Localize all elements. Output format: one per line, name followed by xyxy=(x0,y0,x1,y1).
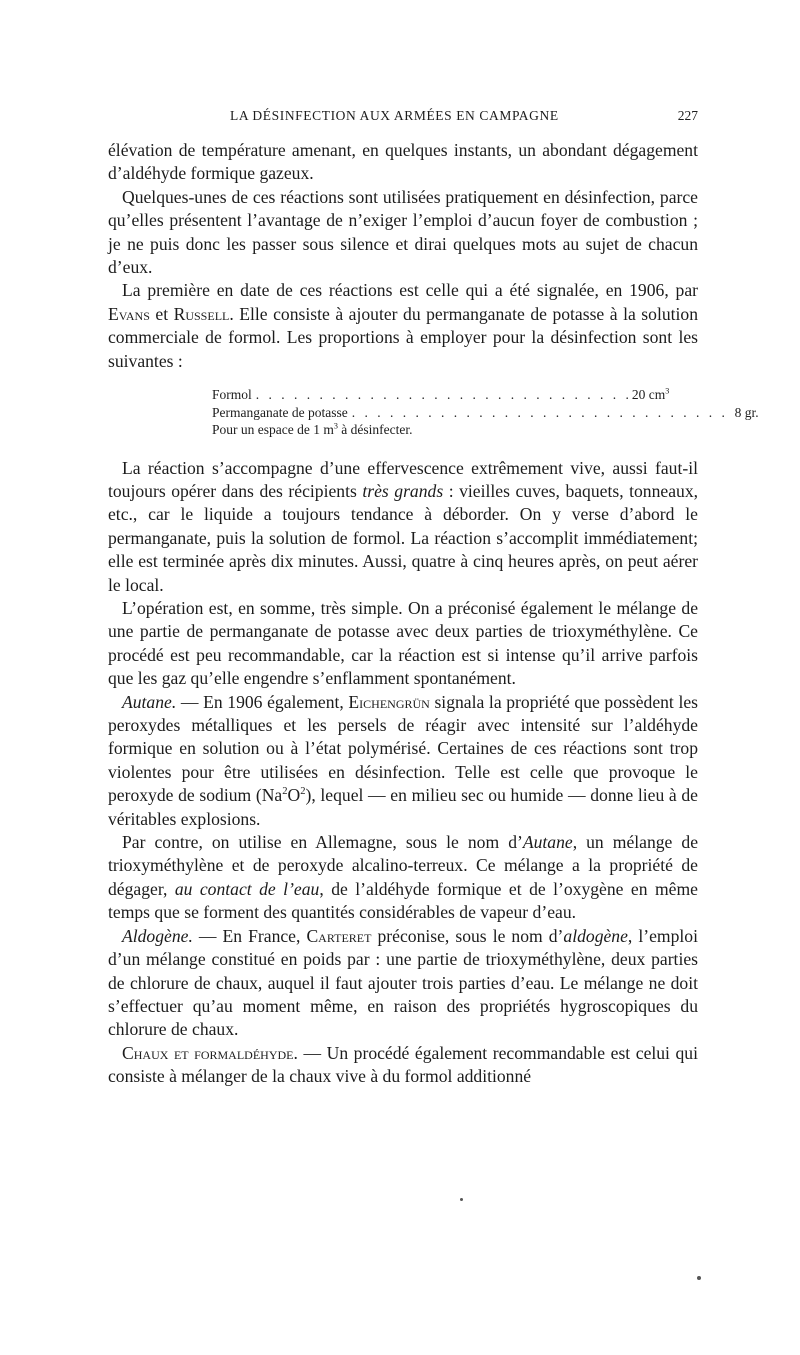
leader-dots: . . . . . . . . . . . . . . . . . . . . . . . . . . . . . . xyxy=(351,404,728,420)
text-run: préconise, sous le nom d’ xyxy=(371,925,564,946)
page-number: 227 xyxy=(677,108,698,123)
text-run: élévation de température amenant, en quelques instants, un abondant dégagement d’aldéhyde formique gazeux. xyxy=(108,140,698,184)
text-run: 2 xyxy=(282,786,288,798)
formula-block xyxy=(212,386,759,439)
running-head-title: LA DÉSINFECTION AUX ARMÉES EN CAMPAGNE xyxy=(230,108,559,123)
text-run: Quelques-unes de ces réactions sont utilisées pratiquement en désinfection, parce qu’elles présentent l’avantage de n’exiger l’emploi d’aucun foyer de combustion ; je ne puis donc les passer sous silence et dirai quelques mots au sujet de chacun d’eux. xyxy=(108,186,698,278)
italic-run: au contact de l’eau xyxy=(174,878,320,899)
body-text xyxy=(108,139,759,1089)
paragraph xyxy=(108,925,698,1042)
italic-run: très grands xyxy=(362,480,444,501)
italic-run: Aldogène. xyxy=(122,925,193,946)
text-run: — Un procédé également recommandable est celui qui consiste à mélanger de la chaux vive à du formol additionné xyxy=(108,1042,698,1087)
italic-run: aldogène xyxy=(563,925,628,946)
small-caps-run: Carteret xyxy=(306,925,372,946)
text-run: , de l’aldéhyde formique et de l’oxygène en même temps que se forment des quantités considérables de vapeur d’eau. xyxy=(108,878,698,923)
formula-label: Permanganate de potasse xyxy=(212,404,348,420)
paragraph xyxy=(108,457,698,597)
formula-value: 8 gr. xyxy=(734,404,759,420)
formula-row xyxy=(212,404,759,422)
text-run: O xyxy=(287,785,301,806)
print-speck xyxy=(697,1276,701,1280)
text-run: , l’emploi d’un mélange constitué en poids par : une partie de trioxyméthylène, deux parties de chlorure de chaux, auquel il faut ajouter trois parties d’eau. Le mélange ne doit s’effectuer qu’au moment même, en raison des propriétés hygroscopiques du chlorure de chaux. xyxy=(108,925,698,1040)
text-run: ), lequel — en milieu sec ou humide — donne lieu à de véritables explosions. xyxy=(108,785,698,829)
text-run: , un mélange de trioxyméthylène et de peroxyde alcalino-terreux. Ce mélange a la propriété de dégager, xyxy=(108,832,698,899)
paragraph xyxy=(108,1042,698,1089)
small-caps-run: Evans xyxy=(108,303,150,324)
text-run: La première en date de ces réactions est celle qui a été signalée, en 1906, par xyxy=(122,280,698,301)
formula-note: Pour un espace de 1 $m^3$ à désinfecter. xyxy=(212,421,413,438)
formula-value: 20 $cm^3$ xyxy=(631,386,670,403)
paragraph xyxy=(108,597,698,691)
formula-label: Formol xyxy=(212,387,252,403)
small-caps-run: Eichengrün xyxy=(348,691,430,712)
text-run: — En 1906 également, xyxy=(176,691,349,712)
small-caps-run: Chaux et formaldéhyde. xyxy=(122,1042,298,1063)
text-run: 2 xyxy=(300,786,306,798)
text-run: — En France, xyxy=(192,925,307,946)
paragraph xyxy=(108,279,698,373)
paragraph xyxy=(108,691,698,831)
running-head xyxy=(108,108,698,130)
text-run: : vieilles cuves, baquets, tonneaux, etc., car le liquide a toujours tendance à déborder. On y verse d’abord le permanganate, puis la solution de formol. La réaction s’accomplit immédiatement; elle est terminée après dix minutes. Aussi, quatre à cinq heures après, on peut aérer le local. xyxy=(108,480,699,595)
paragraph xyxy=(108,831,698,925)
small-caps-run: Russell xyxy=(173,303,230,324)
text-run: . Elle consiste à ajouter du permanganate de potasse à la solution commerciale de formol. Les proportions à employer pour la désinfection sont les suivantes : xyxy=(108,303,698,371)
text-run: Par contre, on utilise en Allemagne, sous le nom d’ xyxy=(122,832,523,853)
formula-row xyxy=(212,386,670,404)
leader-dots: . . . . . . . . . . . . . . . . . . . . . . . . . . . . . . xyxy=(255,387,632,403)
text-run: signala la propriété que possèdent les peroxydes métalliques et les persels de réagir avec intensité sur l’aldéhyde formique en solution ou à l’état polymérisé. Certaines de ces réactions sont trop violentes pour être utilisées en désinfection. Telle est celle que provoque le peroxyde de sodium (Na xyxy=(108,691,698,806)
paragraph xyxy=(108,139,698,186)
text-run: L’opération est, en somme, très simple. On a préconisé également le mélange de une partie de permanganate de potasse avec deux parties de trioxyméthylène. Ce procédé est peu recommandable, car la réaction est si intense qu’il arrive parfois que les gaz qu’elle engendre s’enflamment spontanément. xyxy=(108,598,698,689)
text-run: et xyxy=(149,303,174,324)
print-speck xyxy=(460,1198,463,1201)
paragraph xyxy=(108,186,698,280)
italic-run: Autane xyxy=(522,832,573,853)
italic-run: Autane. xyxy=(122,691,177,712)
text-run: La réaction s’accompagne d’une effervescence extrêmement vive, aussi faut-il toujours opérer dans des récipients xyxy=(108,457,698,501)
